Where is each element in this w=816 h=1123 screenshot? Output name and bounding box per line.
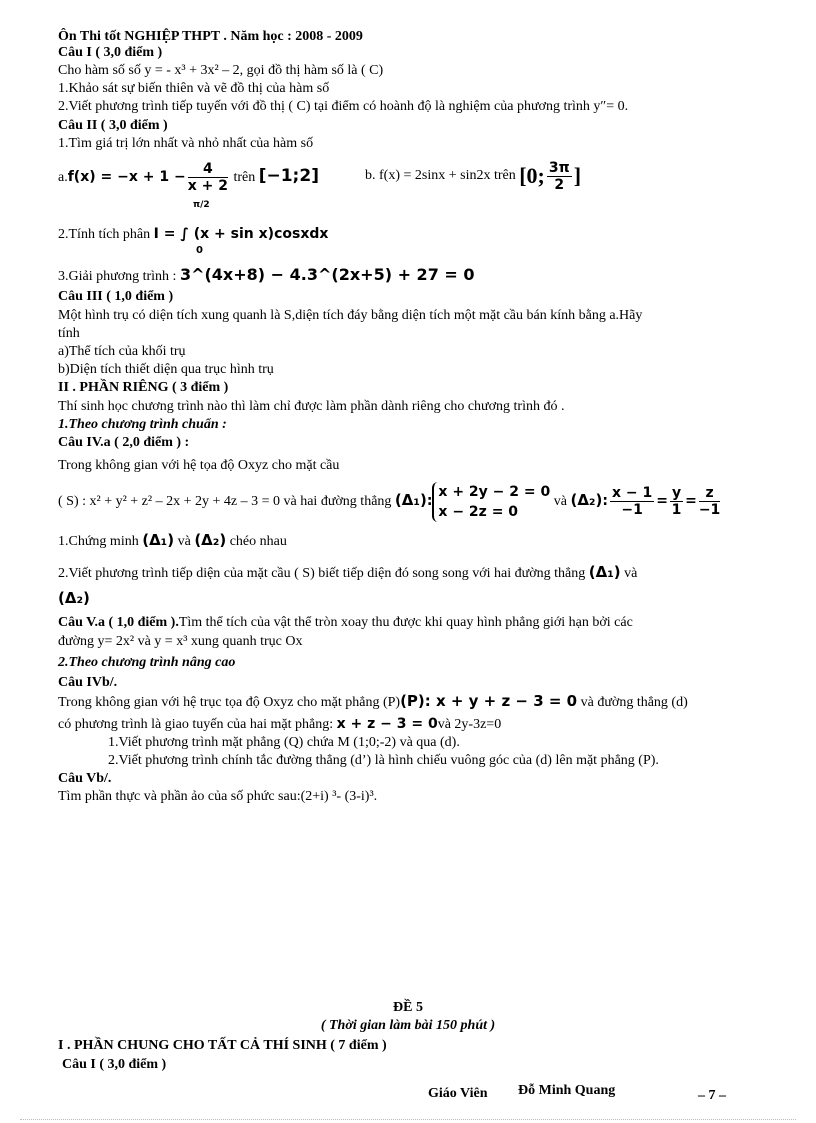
adv-program-title: 2.Theo chương trình nâng cao	[58, 655, 236, 670]
de5-title: ĐỀ 5	[393, 1000, 423, 1015]
cau5a-text2: đường y= 2x² và y = x³ xung quanh trục Ox	[58, 634, 303, 649]
cau2-item2	[58, 222, 328, 247]
cau1-item2: 2.Viết phương trình tiếp tuyến với đồ thị ( C) tại điểm có hoành độ là nghiệm của phương trình y″= 0.	[58, 99, 629, 114]
cau4a-item1	[58, 530, 287, 552]
de5-part1-title: I . PHẦN CHUNG CHO TẤT CẢ THÍ SINH ( 7 điểm )	[58, 1038, 387, 1053]
delta1-label: (Δ₁)	[394, 491, 427, 509]
cau4a-title: Câu IV.a ( 2,0 điểm ) :	[58, 435, 190, 450]
frac-z-num: z	[699, 485, 720, 502]
plane-equation: (P): x + y + z − 3 = 0	[400, 692, 578, 710]
integral-lower-limit: 0	[196, 245, 203, 256]
cau4a-intro: Trong không gian với hệ tọa độ Oxyz cho mặt cầu	[58, 458, 340, 473]
item2-delta2: (Δ₂)	[58, 589, 90, 607]
de5-subtitle: ( Thời gian làm bài 150 phút )	[320, 1018, 496, 1033]
cau2-item2-text: 2.Tính tích phân	[58, 227, 151, 242]
frac-x-den: −1	[621, 502, 643, 519]
cau2-a-tren: trên	[233, 170, 256, 185]
item1-delta2: (Δ₂)	[194, 531, 227, 549]
cau3-a: a)Thể tích của khối trụ	[58, 344, 186, 359]
frac-z-den: −1	[698, 502, 721, 519]
cau2-a-numerator: 4	[188, 161, 228, 178]
system-line-1: x + 2y − 2 = 0	[438, 483, 551, 500]
delta2-frac-x	[610, 485, 654, 518]
cau2-b-fraction	[547, 160, 572, 193]
cau4b-text2-pre: có phương trình là giao tuyến của hai mặt phẳng:	[58, 717, 334, 732]
frac-y-den: 1	[671, 502, 682, 519]
item1-delta1: (Δ₁)	[142, 531, 175, 549]
and-word: và	[553, 494, 567, 509]
page-number: – 7 –	[698, 1088, 726, 1103]
item1-post: chéo nhau	[229, 534, 287, 549]
item2-and: và	[624, 566, 638, 581]
cau2-b-left: [0;	[519, 163, 545, 188]
cau4a-sphere-line: ( S) : x² + y² + z² – 2x + 2y + 4z – 3 = 0 và hai đường thẳng (Δ₁): x + 2y − 2 = 0 x − 2z = 0 và (Δ₂): $\frac{x - 1}{-1}$ = $\frac{y}{1}$ = $\frac{z}{-1}$	[58, 483, 721, 520]
cau2-a-formula: f(x) = −x + 1 −	[67, 169, 186, 185]
cau2-item3	[58, 264, 475, 288]
cau4b-item2: 2.Viết phương trình chính tắc đường thẳng (d’) là hình chiếu vuông góc của (d) lên mặt phẳng (P).	[108, 753, 659, 768]
cau2-b-text: b. f(x) = 2sinx + sin2x trên	[365, 168, 516, 184]
cau3-title: Câu III ( 1,0 điểm )	[58, 289, 174, 304]
integral-upper-limit: π/2	[193, 200, 210, 210]
frac-x-num: x − 1	[611, 485, 653, 502]
cau2-b-right: ]	[573, 163, 582, 188]
integral-formula: I = ∫ (x + sin x)cosxdx	[153, 226, 329, 242]
cau4b-text1-pre: Trong không gian với hệ trục tọa độ Oxyz cho mặt phẳng (P)	[58, 695, 401, 710]
teacher-label: Giáo Viên	[428, 1086, 488, 1101]
cau2-b-denominator: 2	[554, 176, 565, 193]
item1-pre: 1.Chứng minh	[58, 534, 139, 549]
cau4b-item1: 1.Viết phương trình mặt phẳng (Q) chứa M (1;0;-2) và qua (d).	[108, 735, 460, 750]
cau2-title: Câu II ( 3,0 điểm )	[58, 118, 168, 133]
cau2-a-prefix: a.	[58, 170, 68, 185]
cau2-a-denominator: x + 2	[187, 178, 228, 195]
item2-delta1: (Δ₁)	[588, 563, 621, 581]
part2-title: II . PHẦN RIÊNG ( 3 điểm )	[58, 380, 229, 395]
cau5b-title: Câu Vb/.	[58, 771, 112, 786]
item2-text: 2.Viết phương trình tiếp diện của mặt cầu ( S) biết tiếp diện đó song song với hai đường thẳng	[58, 566, 586, 581]
cau1-item1: 1.Khảo sát sự biến thiên và vẽ đồ thị của hàm số	[58, 81, 330, 96]
delta2-frac-z	[699, 485, 720, 518]
cau4b-line1	[58, 692, 688, 712]
cau2-item3-text: 3.Giải phương trình :	[58, 269, 177, 284]
cau2-a-fraction	[188, 161, 228, 194]
exp-equation: 3^(4x+8) − 4.3^(2x+5) + 27 = 0	[179, 265, 475, 284]
system-line-2: x − 2z = 0	[438, 503, 519, 520]
cau2-item1: 1.Tìm giá trị lớn nhất và nhỏ nhất của hàm số	[58, 136, 314, 151]
std-program-title: 1.Theo chương trình chuẩn :	[58, 417, 227, 432]
delta1-system	[432, 482, 550, 522]
cau2-a-interval: [−1;2]	[258, 166, 319, 186]
de5-cau1-title: Câu I ( 3,0 điểm )	[62, 1057, 167, 1072]
cau5a-title: Câu V.a ( 1,0 điểm ).	[58, 615, 179, 630]
cau1-title: Câu I ( 3,0 điểm )	[58, 45, 163, 60]
cau4a-item2	[58, 562, 637, 584]
item1-and: và	[177, 534, 191, 549]
cau4b-text1-post: và đường thẳng (d)	[580, 695, 688, 710]
bottom-dotted-line	[20, 1119, 796, 1120]
frac-y-num: y	[671, 485, 682, 502]
cau4b-title: Câu IVb/.	[58, 675, 118, 690]
cau5b-text: Tìm phần thực và phần ảo của số phức sau:(2+i) ³- (3-i)³.	[58, 789, 378, 804]
cau5a-line1	[58, 614, 633, 632]
delta2-label: (Δ₂)	[570, 491, 603, 509]
cau1-intro: Cho hàm số số y = - x³ + 3x² – 2, gọi đồ thị hàm số là ( C)	[58, 63, 384, 78]
sphere-equation: ( S) : x² + y² + z² – 2x + 2y + 4z – 3 = 0 và hai đường thẳng	[58, 494, 392, 509]
cau5a-text1: Tìm thể tích của vật thể tròn xoay thu được khi quay hình phẳng giới hạn bởi các	[178, 615, 633, 630]
cau2-a	[58, 154, 319, 200]
page-header: Ôn Thi tốt NGHIỆP THPT . Năm học : 2008 - 2009	[58, 29, 363, 44]
teacher-name: Đỗ Minh Quang	[518, 1083, 616, 1098]
cau2-b-numerator: 3π	[548, 159, 570, 176]
cau4b-text2-post: và 2y-3z=0	[437, 717, 502, 732]
cau3-text2: tính	[58, 326, 80, 341]
part2-intro: Thí sinh học chương trình nào thì làm chỉ được làm phần dành riêng cho chương trình đó .	[58, 399, 565, 414]
cau2-b	[365, 154, 581, 198]
delta2-frac-y	[670, 485, 683, 518]
cau4b-line2	[58, 715, 501, 734]
cau4b-eq1: x + z − 3 = 0	[336, 716, 438, 732]
cau3-b: b)Diện tích thiết diện qua trục hình trụ	[58, 362, 274, 377]
cau3-text1: Một hình trụ có diện tích xung quanh là S,diện tích đáy bằng diện tích một mặt cầu bán kính bằng a.Hãy	[58, 308, 643, 323]
